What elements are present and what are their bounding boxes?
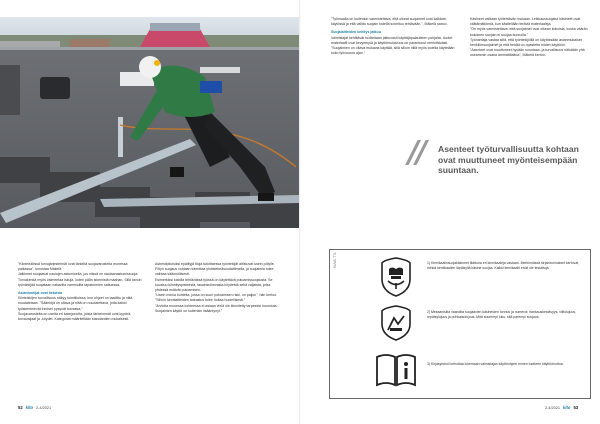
paragraph: "Työmaalla on kuitenkin varmistettava, että oikeat suojaimet ovat kaikkien käytössä ja että valittu suojain todella soveltuu tehtävään.", Mäkelä sanoo. (331, 17, 448, 27)
symbol-caption-3: 3) Kirjasymboli kehottaa lukemaan valmistajan käyttöohjeet ennen tuotteen käyttöönottoa. (427, 362, 564, 366)
worker-on-roof-photo (0, 17, 299, 228)
read-instructions-symbol (374, 347, 418, 391)
issue-label: 2-4/2021 (36, 405, 52, 410)
page-gutter (299, 0, 301, 424)
paragraph: Valmistajat kehittävät tuotteitaan jatkuvasti käyttäjäpalautteen pohjalta. Uudet materiaalit ovat kevyempiä ja käyttömukavuus on parantunut merkittävästi. (331, 35, 453, 45)
article-photo (0, 17, 299, 228)
paragraph: Käsineet valitaan työtehtävän mukaan. Leikkaussuojatut käsineet ovat välttämättömiä, kun käsitellään teräviä materiaaleja. (470, 17, 581, 27)
symbol-caption-1: 1) Kemikaalinsuojakäsineet tilattuna eri kemikaaleja vastaan. Merkinnässä kirjaintunnukset kertovat, minkä kemikaalien läpäisyltä käsine suojaa. Kaikki kemikaalit eivät ole testattuja. (427, 261, 580, 270)
quote-mark-icon: // (408, 135, 424, 170)
page-number: 52 (18, 405, 23, 410)
paragraph: Suojavarusteita on useita eri kategorioita, joista tärkeimmät ovat kypärä, turvavaljaat ja -köydet. Kategoriat määritellään standardien mukaisesti. (18, 311, 132, 322)
paragraph: "Kiinteistöissä turvajärjestelmät ovat tärkeitä suojavarusteita monessa paikassa", korostaa Mäkelä. (18, 262, 128, 272)
paragraph: "Arviolta monessa kohteessa ei asiaan vielä ole kiinnitetty tarpeeksi huomiota. Suojainten käyttö on kuitenkin lisääntynyt." (155, 303, 278, 313)
protective-clothing-symbol (374, 255, 418, 299)
paragraph: Esimerkiksi katolla tehtävässä työssä on käytettävä putoamissuojausta. Se koostuu kiinnityspisteestä, tasainkulkevasta köydestä sekä valjaista, jotka yhdessä estävät putoamisen. (155, 277, 273, 293)
paragraph: "Asenteet ovat muuttuneet hyvään suuntaan, ja turvallisuus nähdään yhä useammin osana ammattitaitoa", Mäkelä kertoo. (470, 48, 585, 58)
glove-test-symbol (374, 304, 418, 342)
photo-credit: KUVA: TTL (333, 252, 337, 268)
article-column-top-right-2 (470, 17, 594, 59)
issue-label: 2-4/2021 (545, 405, 560, 410)
paragraph: Asbestipitoisiksi epäiltyjä tiloja tutkittaessa työntekijät altistuvat usein pölylle. Pölyn suojaus voidaan toteuttaa yhdistelmäsuodattimella, ja suojaimia tulee vaihtaa säännöllisesti. (155, 262, 275, 277)
article-column-bottom-left-2 (155, 262, 280, 314)
paragraph: Kiinteistöjen turvallisuus näkyy toimitiloissa, kun ohjeet on laadittu ja niitä noudatetaan. "Sääntöjä on oltava ja niitä on noudatettava, jotta kaikki työskentelevät ihmiset pysyvät turvassa." (18, 296, 133, 311)
paragraph: Työnantaja vastaa siitä, että työntekijöillä on käytössään asianmukaiset henkilönsuojaimet ja että heidät on opastettu niiden käyttöön. (470, 37, 582, 48)
footer-right (545, 405, 578, 410)
paragraph: "On myös varmistettava, että suojaimet ovat oikean kokoisia, koska väärän kokoinen suojain ei suojaa kunnolla." (470, 27, 588, 37)
footer-left (18, 405, 51, 410)
article-column-top-right-1 (331, 17, 460, 56)
paragraph: Jalkineet suojaavat naulojen astumiselta, jos niissä on naulaanastumissuoja. Turvakenkä myös vaimentaa iskuja, kuten pään iskemistä maahan. Sillä tavoin työntekijää suojataan vakavilta vammoilta tapaturmien sattuessa. (18, 272, 142, 287)
subheading: Suojalaitteiden kehitys jatkuu (331, 30, 381, 35)
symbol-caption-2: 2) Mekaanisilta vaaroilta suojaavien käsineiden tunnus ja numerot: hankauskestävyys, viiltolujuus, repäisylujuus ja puhkaisulujuus. Mitä suurempi luku, sitä parempi suojaus. (427, 310, 577, 319)
page-number: 53 (573, 405, 579, 410)
subheading: Asiantuntijat ovat tietoisia (18, 291, 63, 296)
article-column-bottom-left-1 (18, 262, 143, 322)
pull-quote-text: Asenteet työturvallisuutta kohtaan ovat muuttuneet myönteisempään suuntaan. (438, 144, 579, 176)
symbol-infobox (329, 249, 591, 399)
magazine-brand: kito (563, 405, 571, 410)
paragraph: "Suojaimien on oltava mukavia käyttää, sillä silloin niitä myös todella käytetään koko työvuoron ajan." (331, 46, 455, 56)
magazine-brand: kito (25, 405, 34, 410)
paragraph: "Usein monia kohteita, jossa on suuri putoamisen riski, on paljon", hän kertoo. "Silloin turvalaitteiden tarkastus tulee hoitaa huolellisesti." (155, 293, 278, 303)
